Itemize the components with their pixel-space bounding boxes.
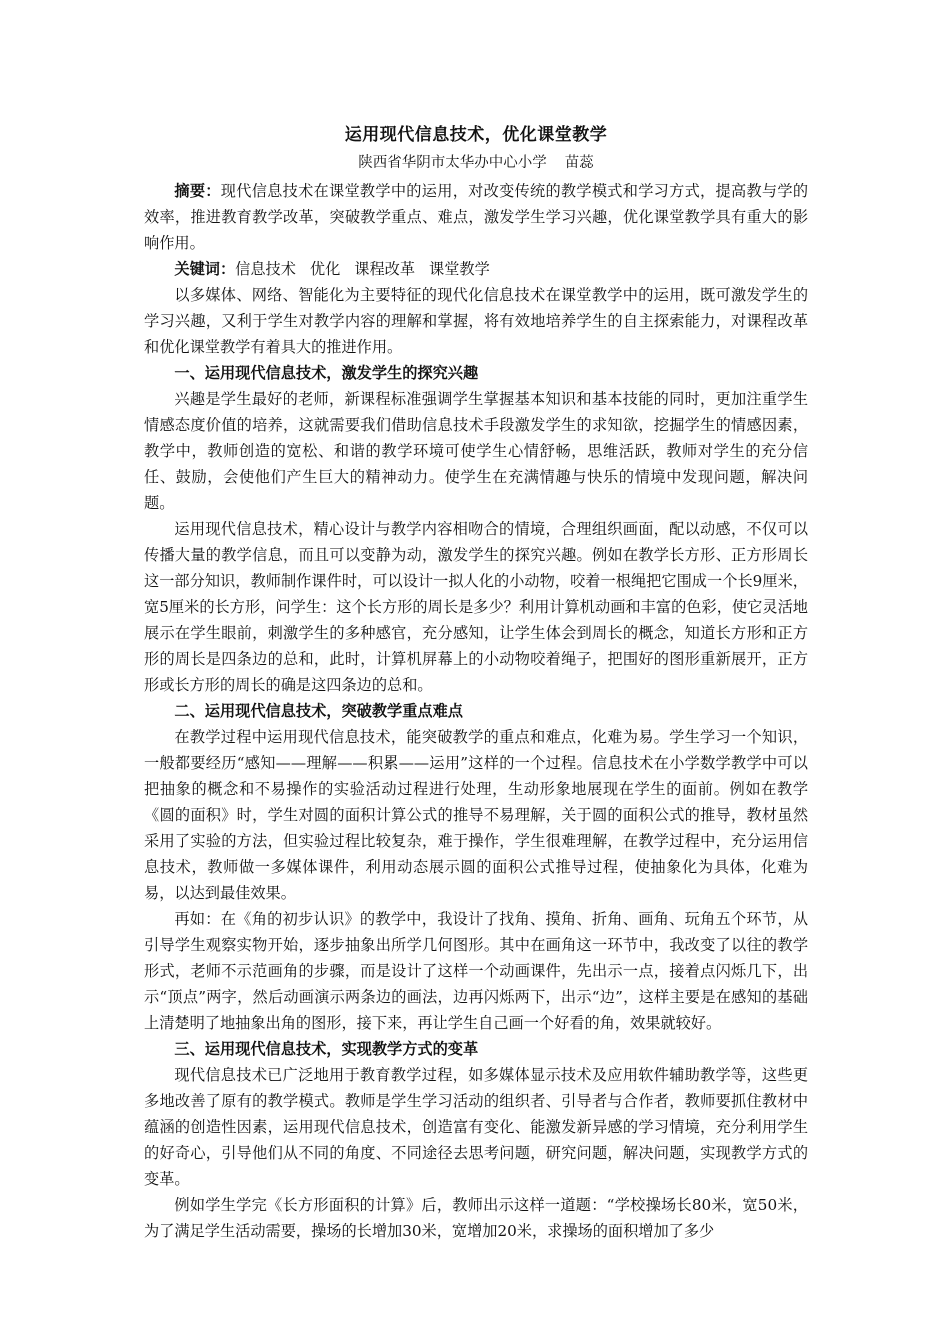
intro-paragraph: 以多媒体、网络、智能化为主要特征的现代化信息技术在课堂教学中的运用，既可激发学生的学习兴趣，又利于学生对教学内容的理解和掌握，将有效地培养学生的自主探索能力，对课程改革和优化课堂教学有着具大的推进作用。: [144, 286, 808, 356]
section-heading: 一、运用现代信息技术，激发学生的探究兴趣: [174, 364, 479, 382]
body-paragraph: 现代信息技术已广泛地用于教育教学过程，如多媒体显示技术及应用软件辅助教学等，这些更多地改善了原有的教学模式。教师是学生学习活动的组织者、引导者与合作者，教师要抓住教材中蕴涵的创造性因素，运用现代信息技术，创造富有变化、能激发新异感的学习情境，充分利用学生的好奇心，引导他们从不同的角度、不同途径去思考问题，研究问题，解决问题，实现教学方式的变革。: [144, 1066, 808, 1188]
section-heading: 三、运用现代信息技术，实现教学方式的变革: [174, 1040, 479, 1058]
section-heading: 二、运用现代信息技术，突破教学重点难点: [174, 702, 463, 720]
abstract-label: 摘要：: [174, 182, 221, 200]
body-paragraph: 运用现代信息技术，精心设计与教学内容相吻合的情境，合理组织画面，配以动感，不仅可以传播大量的教学信息，而且可以变静为动，激发学生的探究兴趣。例如在教学长方形、正方形周长这一部分知识，教师制作课件时，可以设计一拟人化的小动物，咬着一根绳把它围成一个长9厘米，宽5厘米的长方形，问学生：这个长方形的周长是多少？利用计算机动画和丰富的色彩，使它灵活地展示在学生眼前，刺激学生的多种感官，充分感知，让学生体会到周长的概念，知道长方形和正方形的周长是四条边的总和，此时，计算机屏幕上的小动物咬着绳子，把围好的图形重新展开，正方形或长方形的周长的确是这四条边的总和。: [144, 520, 808, 694]
document-page: [144, 118, 808, 1244]
body-paragraph: 再如：在《角的初步认识》的教学中，我设计了找角、摸角、折角、画角、玩角五个环节，从引导学生观察实物开始，逐步抽象出所学几何图形。其中在画角这一环节中，我改变了以往的教学形式，老师不示范画角的步骤，而是设计了这样一个动画课件，先出示一点，接着点闪烁几下，出示“顶点”两字，然后动画演示两条边的画法，边再闪烁两下，出示“边”，这样主要是在感知的基础上清楚明了地抽象出角的图形，接下来，再让学生自己画一个好看的角，效果就较好。: [144, 910, 808, 1032]
author-line: [144, 152, 808, 174]
body-paragraph: 兴趣是学生最好的老师，新课程标准强调学生掌握基本知识和基本技能的同时，更加注重学生情感态度价值的培养，这就需要我们借助信息技术手段激发学生的求知欲，挖掘学生的情感因素，教学中，教师创造的宽松、和谐的教学环境可使学生心情舒畅，思维活跃，教师对学生的充分信任、鼓励，会使他们产生巨大的精神动力。使学生在充满情趣与快乐的情境中发现问题，解决问题。: [144, 390, 808, 512]
keyword-item: 课堂教学: [429, 260, 490, 278]
keyword-item: 优化: [309, 260, 341, 278]
body-paragraph: 例如学生学完《长方形面积的计算》后，教师出示这样一道题：“学校操场长80米，宽50米，为了满足学生活动需要，操场的长增加30米，宽增加20米，求操场的面积增加了多少: [144, 1196, 808, 1240]
author-name: 苗蕊: [564, 155, 594, 171]
keyword-item: 信息技术: [235, 260, 296, 278]
keywords-paragraph: [144, 256, 808, 282]
keyword-item: 课程改革: [354, 260, 416, 278]
abstract-paragraph: [144, 178, 808, 256]
author-affiliation: 陕西省华阴市太华办中心小学: [358, 155, 547, 171]
keywords-label: 关键词：: [174, 260, 236, 278]
abstract-text: 现代信息技术在课堂教学中的运用，对改变传统的教学模式和学习方式，提高教与学的效率，推进教育教学改革，突破教学重点、难点，激发学生学习兴趣，优化课堂教学具有重大的影响作用。: [144, 182, 809, 252]
body-paragraph: 在教学过程中运用现代信息技术，能突破教学的重点和难点，化难为易。学生学习一个知识，一般都要经历“感知——理解——积累——运用”这样的一个过程。信息技术在小学数学教学中可以把抽象的概念和不易操作的实验活动过程进行处理，生动形象地展现在学生的面前。例如在教学《圆的面积》时，学生对圆的面积计算公式的推导不易理解，关于圆的面积公式的推导，教材虽然采用了实验的方法，但实验过程比较复杂，难于操作，学生很难理解，在教学过程中，充分运用信息技术，教师做一多媒体课件，利用动态展示圆的面积公式推导过程，使抽象化为具体，化难为易，以达到最佳效果。: [144, 728, 808, 902]
document-title: 运用现代信息技术，优化课堂教学: [344, 125, 608, 145]
